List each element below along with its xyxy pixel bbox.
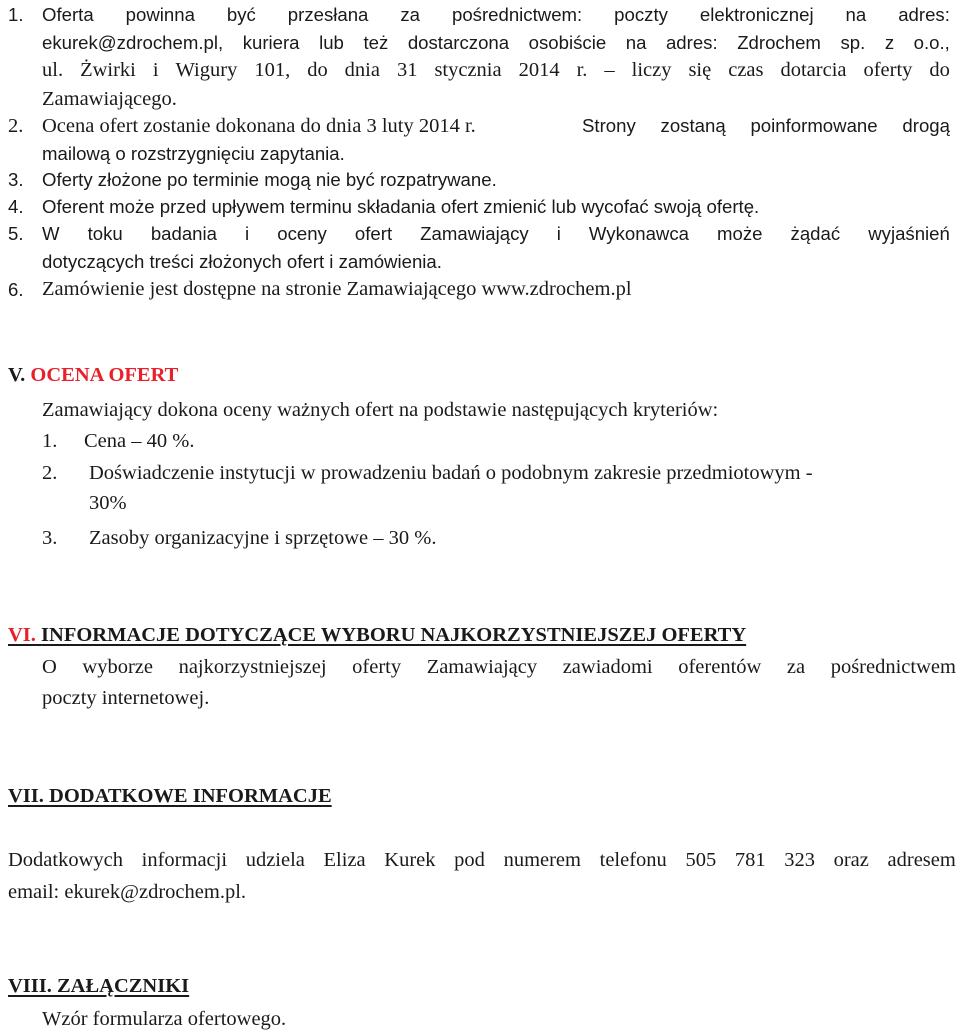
word: toku — [87, 223, 123, 244]
item-3-number: 3. — [8, 169, 24, 190]
word: wyborze — [82, 656, 153, 678]
section-v-heading — [8, 362, 178, 388]
word: pośrednictwem — [830, 656, 956, 678]
section-vii-line-1 — [8, 847, 956, 873]
word: przesłana — [287, 4, 369, 25]
word: się — [688, 59, 712, 81]
criterion-3-number: 3. — [42, 527, 58, 549]
word: adres: — [665, 32, 718, 53]
word: pośrednictwem: — [451, 4, 583, 25]
word: Strony — [582, 115, 636, 136]
word: telefonu — [599, 849, 667, 871]
word: Zamawiający — [420, 223, 529, 244]
word: oferty — [352, 656, 402, 678]
word: Kurek — [384, 849, 436, 871]
word: na — [625, 32, 647, 53]
item-1-line-1 — [42, 2, 950, 28]
word: adresem — [887, 849, 956, 871]
word: i — [245, 223, 250, 244]
word: 2014 — [518, 59, 560, 81]
word: być — [226, 4, 256, 25]
word: sp. — [840, 32, 866, 53]
section-viii-title: VIII. ZAŁĄCZNIKI — [8, 975, 190, 997]
word: badania — [150, 223, 217, 244]
word: Żwirki — [80, 59, 136, 81]
word: zostaną — [660, 115, 726, 136]
item-6-number: 6. — [8, 279, 24, 300]
word: 323 — [784, 849, 815, 871]
section-v-title: OCENA OFERT — [30, 364, 179, 386]
word: dnia — [344, 59, 380, 81]
word: W — [42, 223, 60, 244]
section-vi-line-2: poczty internetowej. — [42, 687, 210, 709]
word: i — [152, 59, 159, 81]
word: osobiście — [528, 32, 607, 53]
word: oceny — [277, 223, 327, 244]
word: liczy — [631, 59, 672, 81]
word: Wigury — [175, 59, 238, 81]
word: Wykonawca — [588, 223, 689, 244]
criterion-2-number: 2. — [42, 462, 58, 484]
word: ofert — [354, 223, 393, 244]
word: ul. — [42, 59, 64, 81]
criterion-2-text-line-1: Doświadczenie instytucji w prowadzeniu badań o podobnym zakresie przedmiotowym - — [89, 462, 813, 484]
criterion-2-text-line-2: 30% — [89, 492, 127, 514]
word: Eliza — [323, 849, 366, 871]
word: z — [884, 32, 895, 53]
item-1-line-3 — [42, 57, 950, 83]
item-2-line-1-serif: Ocena ofert zostanie dokonana do dnia 3 luty 2014 r. — [42, 115, 476, 137]
criterion-1-number: 1. — [42, 430, 58, 452]
item-4-text: Oferent może przed upływem terminu składania ofert zmienić lub wycofać swoją ofertę. — [42, 196, 760, 217]
word: udziela — [245, 849, 305, 871]
section-vii-title: VII. DODATKOWE INFORMACJE — [8, 785, 332, 807]
section-vi-heading — [8, 622, 746, 648]
word: za — [400, 4, 421, 25]
section-v-roman: V. — [8, 364, 26, 386]
word: r. — [576, 59, 588, 81]
word: 101, — [254, 59, 291, 81]
word: elektronicznej — [699, 4, 814, 25]
item-5-line-2: dotyczących treści złożonych ofert i zamówienia. — [42, 251, 442, 272]
word: też — [363, 32, 389, 53]
word: poinformowane — [750, 115, 878, 136]
word: Dodatkowych — [8, 849, 124, 871]
word: adres: — [898, 4, 950, 25]
word: O — [42, 656, 57, 678]
word: może — [717, 223, 763, 244]
word: dostarczona — [407, 32, 510, 53]
word: informacji — [141, 849, 228, 871]
word: 31 — [396, 59, 418, 81]
word: oferentów — [678, 656, 762, 678]
word: za — [786, 656, 806, 678]
word: – — [604, 59, 615, 81]
word: stycznia — [434, 59, 502, 81]
word: drogą — [902, 115, 950, 136]
item-6-text: Zamówienie jest dostępne na stronie Zamawiającego www.zdrochem.pl — [42, 278, 632, 300]
item-2-number: 2. — [8, 115, 24, 137]
word: 781 — [734, 849, 766, 871]
section-vi-line-1 — [42, 654, 956, 680]
criterion-1-text: Cena – 40 %. — [84, 430, 195, 452]
section-vi-title: INFORMACJE DOTYCZĄCE WYBORU NAJKORZYSTNIEJSZEJ OFERTY — [41, 624, 747, 646]
word: pod — [454, 849, 485, 871]
item-1-line-4: Zamawiającego. — [42, 88, 177, 110]
word: oferty — [863, 59, 913, 81]
item-5-number: 5. — [8, 223, 24, 244]
word: wyjaśnień — [868, 223, 950, 244]
word: i — [556, 223, 561, 244]
word: żądać — [790, 223, 841, 244]
word: lub — [319, 32, 344, 53]
item-1-number: 1. — [8, 4, 24, 25]
word: o.o., — [913, 32, 950, 53]
word: czas — [728, 59, 764, 81]
item-5-line-1 — [42, 221, 950, 247]
section-v-intro: Zamawiający dokona oceny ważnych ofert na podstawie następujących kryteriów: — [42, 399, 719, 421]
word: Zdrochem — [737, 32, 821, 53]
word: Zamawiający — [426, 656, 538, 678]
item-3-text: Oferty złożone po terminie mogą nie być rozpatrywane. — [42, 169, 497, 190]
word: do — [307, 59, 328, 81]
word: zawiadomi — [562, 656, 653, 678]
word: do — [929, 59, 950, 81]
word: 505 — [685, 849, 717, 871]
word: Oferta — [42, 4, 94, 25]
section-vi-roman: VI. — [8, 624, 36, 646]
word: na — [845, 4, 867, 25]
word: oraz — [833, 849, 869, 871]
word: poczty — [614, 4, 668, 25]
item-2-line-1-sans — [582, 113, 950, 139]
section-vii-line-2: email: ekurek@zdrochem.pl. — [8, 881, 247, 903]
word: numerem — [503, 849, 581, 871]
section-viii-text: Wzór formularza ofertowego. — [42, 1008, 287, 1030]
item-4-number: 4. — [8, 196, 24, 217]
word: ekurek@zdrochem.pl, — [42, 32, 224, 53]
word: najkorzystniejszej — [178, 656, 327, 678]
criterion-3-text: Zasoby organizacyjne i sprzętowe – 30 %. — [89, 527, 437, 549]
word: kuriera — [242, 32, 300, 53]
word: powinna — [125, 4, 195, 25]
item-2-line-2: mailową o rozstrzygnięciu zapytania. — [42, 143, 345, 164]
word: dotarcia — [780, 59, 847, 81]
item-1-line-2 — [42, 30, 950, 56]
